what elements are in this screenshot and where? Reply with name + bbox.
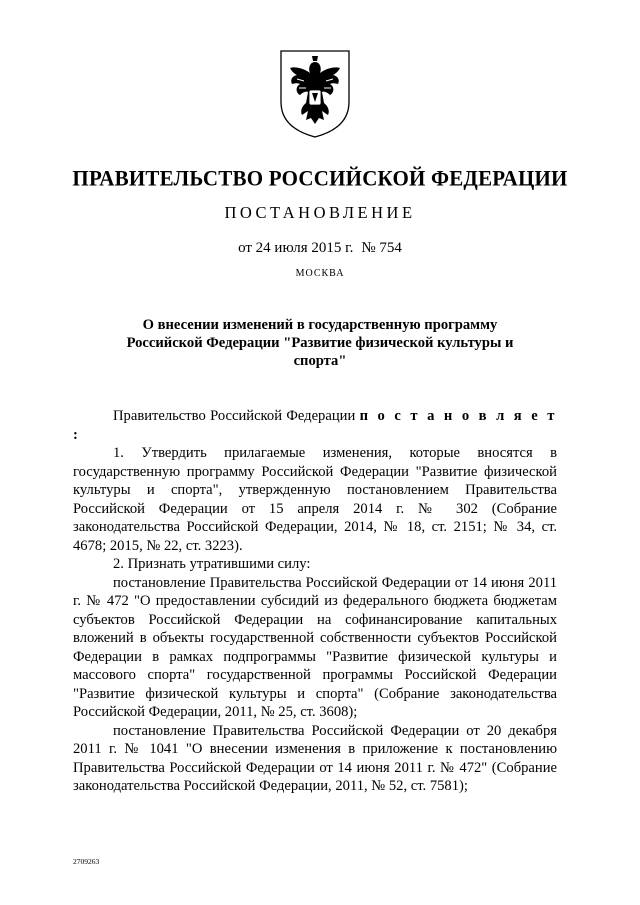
body-paragraph: постановление Правительства Российской Федерации от 14 июня 2011 г. № 472 "О предоставлении субсидий из федерального бюджета бюджетам субъектов Российской Федерации на софинансирование капитальных вложений в объекты государственной собственности субъектов Российской Федерации в рамках подпрограммы "Развитие физической культуры и массового спорта" государственной программы Российской Федерации "Развитие физической культуры и спорта" (Собрание законодательства Российской Федерации, 2011, № 25, ст. 3608); [73,574,557,720]
document-body [73,407,557,796]
body-paragraph: 1. Утвердить прилагаемые изменения, которые вносятся в государственную программу Российской Федерации "Развитие физической культуры и спорта", утвержденную постановлением Правительства Российской Федерации от 15 апреля 2014 г. № 302 (Собрание законодательства Российской Федерации, 2014, № 18, ст. 2151; № 34, ст. 4678; 2015, № 22, ст. 3223). [73,445,557,554]
government-title: ПРАВИТЕЛЬСТВО РОССИЙСКОЙ ФЕДЕРАЦИИ [72,165,568,191]
document-city: МОСКВА [295,268,345,279]
body-paragraph: 2. Признать утратившими силу: [113,556,311,572]
coat-of-arms-emblem [275,48,355,140]
document-date: от 24 июля 2015 г. [238,240,354,256]
document-date-line [0,240,640,257]
intro-paragraph [73,407,557,444]
body-paragraph: постановление Правительства Российской Федерации от 20 декабря 2011 г. № 1041 "О внесении изменения в приложение к постановлению Правительства Российской Федерации от 14 июня 2011 г. № 472" (Собрание законодательства Российской Федерации, 2011, № 52, ст. 7581); [73,722,557,794]
document-id: 2709263 [73,857,100,866]
intro-text: Правительство Российской Федерации [113,408,356,424]
document-number: № 754 [361,240,402,256]
decree-word: п о с т а н о в л я е т : [73,408,558,443]
document-type: ПОСТАНОВЛЕНИЕ [224,203,416,222]
document-heading: О внесении изменений в государственную программу Российской Федерации "Развитие физической культуры и спорта" [126,317,514,369]
